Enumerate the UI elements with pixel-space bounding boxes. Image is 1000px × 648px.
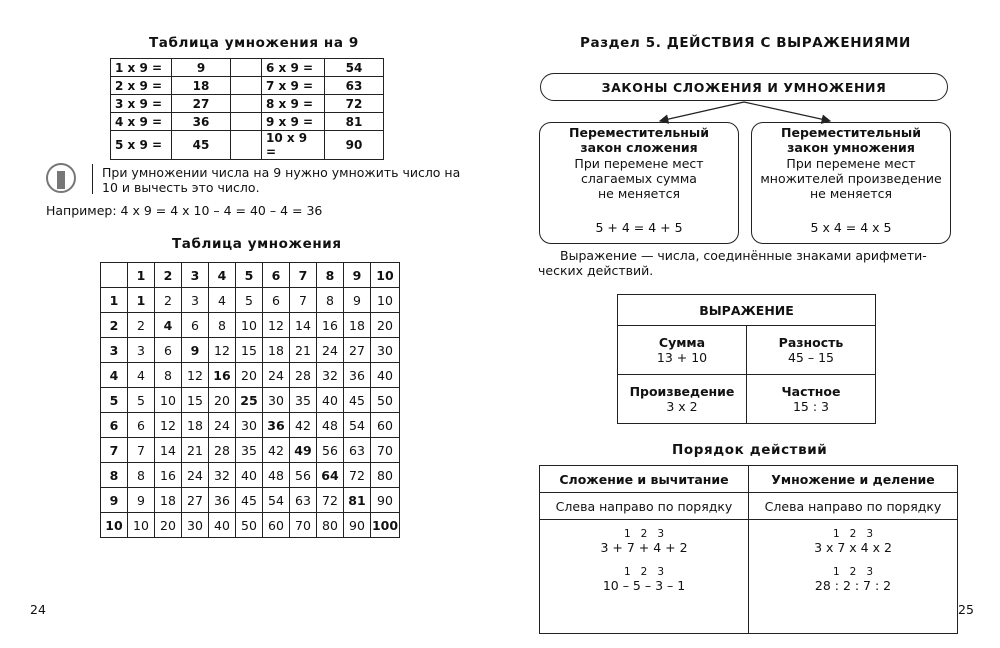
table-cell: 60 (263, 513, 290, 538)
law-multiplication-desc-2: множителей произведение (760, 171, 942, 186)
table-cell: 80 (317, 513, 344, 538)
table-cell: 30 (263, 388, 290, 413)
mult9-gap (231, 95, 262, 113)
table-cell: 42 (263, 438, 290, 463)
row-header: 9 (101, 488, 128, 513)
mult9-gap (231, 113, 262, 131)
order-expression: 3 х 7 х 4 х 2 (814, 540, 892, 555)
column-header: 1 (128, 263, 155, 288)
table-cell: 18 (263, 338, 290, 363)
example-text: Например: 4 х 9 = 4 х 10 – 4 = 40 – 4 = 36 (46, 203, 323, 218)
table-cell: 10 (128, 513, 155, 538)
table-cell: 12 (155, 413, 182, 438)
row-header: 8 (101, 463, 128, 488)
table-cell: 28 (290, 363, 317, 388)
law-addition-desc-2: слагаемых сумма (581, 171, 697, 186)
expression-header: ВЫРАЖЕНИЕ (618, 295, 876, 326)
table-cell: 2 (128, 313, 155, 338)
laws-title: ЗАКОНЫ СЛОЖЕНИЯ И УМНОЖЕНИЯ (601, 79, 887, 95)
table-cell: 3 (182, 288, 209, 313)
table-cell: 30 (371, 338, 400, 363)
table-row (101, 413, 400, 438)
row-header: 10 (101, 513, 128, 538)
order-rule-right: Слева направо по порядку (749, 493, 958, 520)
mult9-expr: 4 x 9 = (111, 113, 172, 131)
page-number-left: 24 (30, 602, 46, 617)
expr-example: 3 х 2 (666, 399, 698, 414)
table-cell: 21 (290, 338, 317, 363)
table-cell: 20 (371, 313, 400, 338)
column-header (101, 263, 128, 288)
expr-name: Сумма (658, 335, 706, 350)
table-cell: 3 (128, 338, 155, 363)
mult9-expr: 5 x 9 = (111, 131, 172, 160)
table-row (101, 488, 400, 513)
mult9-expr: 2 x 9 = (111, 77, 172, 95)
table-cell: 70 (371, 438, 400, 463)
table-cell: 21 (182, 438, 209, 463)
table-cell: 24 (263, 363, 290, 388)
table-cell: 64 (317, 463, 344, 488)
table-cell: 54 (263, 488, 290, 513)
table-cell: 70 (290, 513, 317, 538)
info-divider (92, 164, 93, 194)
step-numbers: 1 2 3 (623, 528, 665, 540)
mult9-value: 54 (325, 59, 384, 77)
table-cell: 32 (317, 363, 344, 388)
mult9-value: 9 (172, 59, 231, 77)
table-cell: 40 (236, 463, 263, 488)
table-cell: 7 (128, 438, 155, 463)
order-table (539, 465, 958, 634)
table-cell: 18 (155, 488, 182, 513)
mult9-gap (231, 59, 262, 77)
table-cell: 12 (263, 313, 290, 338)
law-multiplication-title-2: закон умножения (787, 140, 915, 155)
table-cell: 48 (263, 463, 290, 488)
table-cell: 12 (209, 338, 236, 363)
law-addition-box (539, 122, 739, 244)
table-cell: 36 (263, 413, 290, 438)
mult9-value: 90 (325, 131, 384, 160)
mult9-row (111, 131, 384, 160)
table-cell: 8 (209, 313, 236, 338)
table-header-row (101, 263, 400, 288)
table-cell: 1 (128, 288, 155, 313)
table-cell: 90 (371, 488, 400, 513)
column-header: 3 (182, 263, 209, 288)
table-cell: 30 (182, 513, 209, 538)
table-cell: 4 (155, 313, 182, 338)
order-title: Порядок действий (672, 442, 828, 458)
table-row (101, 338, 400, 363)
law-multiplication-formula: 5 х 4 = 4 х 5 (810, 220, 892, 235)
table-cell: 6 (128, 413, 155, 438)
row-header: 3 (101, 338, 128, 363)
row-header: 1 (101, 288, 128, 313)
table-cell: 40 (317, 388, 344, 413)
table-cell: 60 (371, 413, 400, 438)
info-text: При умножении числа на 9 нужно умножить число на 10 и вычесть это число. (102, 165, 461, 195)
table-cell: 10 (236, 313, 263, 338)
law-multiplication-box (751, 122, 951, 244)
table-cell: 50 (236, 513, 263, 538)
table-cell: 5 (236, 288, 263, 313)
law-addition-desc-1: При перемене мест (574, 156, 704, 171)
table-cell: 24 (317, 338, 344, 363)
table-cell: 8 (155, 363, 182, 388)
table-row (101, 288, 400, 313)
table-row (101, 438, 400, 463)
table-cell: 27 (182, 488, 209, 513)
table-cell: 20 (209, 388, 236, 413)
table-row (101, 463, 400, 488)
arrow-left (660, 102, 744, 121)
mult9-row (111, 95, 384, 113)
law-multiplication-title-1: Переместительный (781, 125, 921, 140)
table-cell: 2 (155, 288, 182, 313)
table-cell: 80 (371, 463, 400, 488)
mult9-value: 63 (325, 77, 384, 95)
table-cell: 16 (209, 363, 236, 388)
expr-name: Произведение (629, 384, 735, 399)
table-cell: 42 (290, 413, 317, 438)
row-header: 5 (101, 388, 128, 413)
table-cell: 63 (290, 488, 317, 513)
table-cell: 63 (344, 438, 371, 463)
table-cell: 24 (209, 413, 236, 438)
order-examples-left (540, 520, 749, 634)
table-cell: 24 (182, 463, 209, 488)
mult9-expr: 7 x 9 = (262, 77, 325, 95)
table-cell: 18 (344, 313, 371, 338)
mult9-row (111, 59, 384, 77)
expr-name: Разность (778, 335, 844, 350)
table-cell: 36 (344, 363, 371, 388)
mult9-value: 45 (172, 131, 231, 160)
law-addition-formula: 5 + 4 = 4 + 5 (595, 220, 683, 235)
table-row (101, 388, 400, 413)
order-expression: 10 – 5 – 3 – 1 (602, 578, 686, 593)
table-cell: 6 (155, 338, 182, 363)
table-cell: 15 (236, 338, 263, 363)
law-multiplication-desc-1: При перемене мест (786, 156, 916, 171)
step-numbers: 1 2 3 (832, 566, 874, 578)
mult9-value: 72 (325, 95, 384, 113)
table-row (101, 513, 400, 538)
mult9-value: 18 (172, 77, 231, 95)
column-header: 10 (371, 263, 400, 288)
order-header-add: Сложение и вычитание (540, 466, 749, 493)
table-row (101, 313, 400, 338)
table-cell: 4 (128, 363, 155, 388)
expr-example: 15 : 3 (792, 399, 830, 414)
section-title: Раздел 5. ДЕЙСТВИЯ С ВЫРАЖЕНИЯМИ (580, 35, 911, 51)
expr-cell-difference (747, 326, 876, 375)
mult9-row (111, 77, 384, 95)
mult9-expr: 9 x 9 = (262, 113, 325, 131)
table-cell: 6 (182, 313, 209, 338)
arrow-right (744, 102, 830, 121)
table-cell: 10 (155, 388, 182, 413)
table-cell: 8 (317, 288, 344, 313)
column-header: 9 (344, 263, 371, 288)
table-cell: 49 (290, 438, 317, 463)
info-icon (46, 163, 76, 193)
mult9-expr: 1 x 9 = (111, 59, 172, 77)
page-number-right: 25 (958, 602, 974, 617)
table-cell: 72 (344, 463, 371, 488)
table-cell: 32 (209, 463, 236, 488)
table-cell: 12 (182, 363, 209, 388)
table-cell: 45 (344, 388, 371, 413)
mult9-value: 81 (325, 113, 384, 131)
mult9-table (110, 58, 384, 160)
table-cell: 90 (344, 513, 371, 538)
mult9-row (111, 113, 384, 131)
expr-example: 13 + 10 (656, 350, 708, 365)
law-multiplication-desc-3: не меняется (809, 186, 892, 201)
expr-example: 45 – 15 (787, 350, 834, 365)
column-header: 4 (209, 263, 236, 288)
expr-cell-product (618, 375, 747, 424)
table-cell: 27 (344, 338, 371, 363)
column-header: 7 (290, 263, 317, 288)
law-addition-title-2: закон сложения (580, 140, 698, 155)
step-numbers: 1 2 3 (832, 528, 874, 540)
mult9-expr: 10 x 9 = (262, 131, 325, 160)
column-header: 5 (236, 263, 263, 288)
table-cell: 20 (236, 363, 263, 388)
mult9-gap (231, 77, 262, 95)
table-cell: 35 (290, 388, 317, 413)
table-cell: 8 (128, 463, 155, 488)
table-cell: 56 (317, 438, 344, 463)
mult9-value: 27 (172, 95, 231, 113)
table-cell: 10 (371, 288, 400, 313)
table-cell: 50 (371, 388, 400, 413)
mult9-gap (231, 131, 262, 160)
table-cell: 81 (344, 488, 371, 513)
table-cell: 15 (182, 388, 209, 413)
table-cell: 28 (209, 438, 236, 463)
expression-definition: Выражение — числа, соединённые знаками арифмети-ческих действий. (538, 248, 927, 278)
laws-banner (540, 73, 948, 101)
mult-table-title: Таблица умножения (172, 236, 342, 252)
table-cell: 9 (344, 288, 371, 313)
table-cell: 30 (236, 413, 263, 438)
order-examples-right (749, 520, 958, 634)
table-cell: 18 (182, 413, 209, 438)
mult9-value: 36 (172, 113, 231, 131)
expr-cell-sum (618, 326, 747, 375)
table-row (101, 363, 400, 388)
table-cell: 16 (155, 463, 182, 488)
row-header: 7 (101, 438, 128, 463)
table-cell: 9 (182, 338, 209, 363)
table-cell: 5 (128, 388, 155, 413)
table-cell: 36 (209, 488, 236, 513)
table-cell: 9 (128, 488, 155, 513)
table-cell: 14 (155, 438, 182, 463)
table-cell: 40 (209, 513, 236, 538)
row-header: 2 (101, 313, 128, 338)
order-header-mul: Умножение и деление (749, 466, 958, 493)
expr-name: Частное (781, 384, 841, 399)
table-cell: 45 (236, 488, 263, 513)
table-cell: 20 (155, 513, 182, 538)
row-header: 4 (101, 363, 128, 388)
step-numbers: 1 2 3 (623, 566, 665, 578)
table-cell: 4 (209, 288, 236, 313)
expression-table (617, 294, 876, 424)
order-expression: 3 + 7 + 4 + 2 (600, 540, 688, 555)
table-cell: 100 (371, 513, 400, 538)
order-expression: 28 : 2 : 7 : 2 (814, 578, 892, 593)
table-cell: 25 (236, 388, 263, 413)
mult9-title: Таблица умножения на 9 (149, 35, 359, 51)
table-cell: 40 (371, 363, 400, 388)
table-cell: 6 (263, 288, 290, 313)
table-cell: 35 (236, 438, 263, 463)
column-header: 6 (263, 263, 290, 288)
column-header: 2 (155, 263, 182, 288)
table-cell: 48 (317, 413, 344, 438)
table-cell: 72 (317, 488, 344, 513)
table-cell: 7 (290, 288, 317, 313)
expr-cell-quotient (747, 375, 876, 424)
mult9-expr: 6 x 9 = (262, 59, 325, 77)
mult9-expr: 8 x 9 = (262, 95, 325, 113)
table-cell: 56 (290, 463, 317, 488)
multiplication-table (100, 262, 400, 538)
table-cell: 16 (317, 313, 344, 338)
law-addition-desc-3: не меняется (597, 186, 680, 201)
column-header: 8 (317, 263, 344, 288)
mult9-expr: 3 x 9 = (111, 95, 172, 113)
row-header: 6 (101, 413, 128, 438)
table-cell: 54 (344, 413, 371, 438)
law-addition-title-1: Переместительный (569, 125, 709, 140)
order-rule-left: Слева направо по порядку (540, 493, 749, 520)
table-cell: 14 (290, 313, 317, 338)
